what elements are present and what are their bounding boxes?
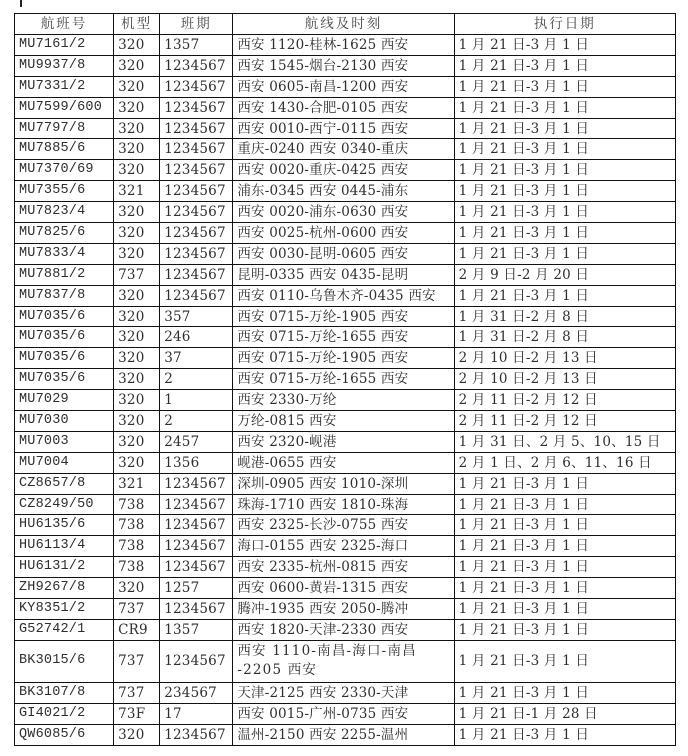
operating-days-cell: 1234567 xyxy=(160,139,233,160)
effective-period-cell: 2 月 1 日、2 月 6、11、16 日 xyxy=(454,452,675,473)
effective-period-cell: 1 月 21 日-3 月 1 日 xyxy=(454,682,675,703)
effective-period-cell: 1 月 31 日-2 月 8 日 xyxy=(454,327,675,348)
effective-period-cell: 1 月 21 日-3 月 1 日 xyxy=(454,619,675,640)
aircraft-type-cell: 320 xyxy=(114,452,160,473)
aircraft-type-cell: 320 xyxy=(114,223,160,244)
route-cell: 西安 0030-昆明-0605 西安 xyxy=(233,243,454,264)
flight-number-cell: MU7825/6 xyxy=(15,223,114,244)
flight-number-cell: G52742/1 xyxy=(15,619,114,640)
route-cell: 西安 0600-黄岩-1315 西安 xyxy=(233,578,454,599)
operating-days-cell: 1234567 xyxy=(160,181,233,202)
operating-days-cell: 357 xyxy=(160,306,233,327)
operating-days-cell: 1234567 xyxy=(160,264,233,285)
route-cell: 西安 0715-万纶-1905 西安 xyxy=(233,306,454,327)
table-row xyxy=(15,223,676,244)
operating-days-cell: 1234567 xyxy=(160,599,233,620)
flight-schedule-table xyxy=(14,13,676,746)
aircraft-type-cell: CR9 xyxy=(114,619,160,640)
effective-period-cell: 1 月 21 日-3 月 1 日 xyxy=(454,473,675,494)
route-cell: 西安 1820-天津-2330 西安 xyxy=(233,619,454,640)
effective-period-cell: 1 月 21 日-3 月 1 日 xyxy=(454,223,675,244)
aircraft-type-cell: 320 xyxy=(114,578,160,599)
table-row xyxy=(15,369,676,390)
route-cell: 深圳-0905 西安 1010-深圳 xyxy=(233,473,454,494)
table-row xyxy=(15,431,676,452)
table-body xyxy=(15,35,676,746)
operating-days-cell: 1234567 xyxy=(160,557,233,578)
flight-number-cell: MU7030 xyxy=(15,411,114,432)
header-flight-number: 航班号 xyxy=(15,14,114,35)
operating-days-cell: 1356 xyxy=(160,452,233,473)
aircraft-type-cell: 737 xyxy=(114,599,160,620)
flight-number-cell: MU7833/4 xyxy=(15,243,114,264)
flight-number-cell: ZH9267/8 xyxy=(15,578,114,599)
aircraft-type-cell: 321 xyxy=(114,473,160,494)
table-row xyxy=(15,97,676,118)
effective-period-cell: 1 月 21 日-3 月 1 日 xyxy=(454,724,675,745)
route-cell: 腾冲-1935 西安 2050-腾冲 xyxy=(233,599,454,620)
table-row xyxy=(15,599,676,620)
flight-number-cell: HU6113/4 xyxy=(15,536,114,557)
operating-days-cell: 1234567 xyxy=(160,97,233,118)
table-row xyxy=(15,285,676,306)
operating-days-cell: 17 xyxy=(160,703,233,724)
route-cell: 岘港-0655 西安 xyxy=(233,452,454,473)
route-cell: 温州-2150 西安 2255-温州 xyxy=(233,724,454,745)
flight-number-cell: MU7837/8 xyxy=(15,285,114,306)
table-row xyxy=(15,494,676,515)
table-row xyxy=(15,55,676,76)
aircraft-type-cell: 738 xyxy=(114,557,160,578)
route-cell: 西安 2325-长沙-0755 西安 xyxy=(233,515,454,536)
aircraft-type-cell: 320 xyxy=(114,431,160,452)
route-cell: 海口-0155 西安 2325-海口 xyxy=(233,536,454,557)
operating-days-cell: 1234567 xyxy=(160,640,233,682)
effective-period-cell: 2 月 11 日-2 月 12 日 xyxy=(454,411,675,432)
flight-number-cell: MU7035/6 xyxy=(15,327,114,348)
aircraft-type-cell: 320 xyxy=(114,369,160,390)
aircraft-type-cell: 320 xyxy=(114,97,160,118)
table-row xyxy=(15,390,676,411)
table-row xyxy=(15,327,676,348)
flight-number-cell: MU7331/2 xyxy=(15,76,114,97)
route-cell: 西安 1120-桂林-1625 西安 xyxy=(233,35,454,56)
flight-number-cell: MU7823/4 xyxy=(15,202,114,223)
text-cursor-mark xyxy=(20,0,22,7)
route-cell: 西安 2330-万纶 xyxy=(233,390,454,411)
table-row xyxy=(15,515,676,536)
table-row xyxy=(15,202,676,223)
aircraft-type-cell: 320 xyxy=(114,55,160,76)
route-cell: 西安 0020-重庆-0425 西安 xyxy=(233,160,454,181)
route-cell: 西安 0715-万纶-1655 西安 xyxy=(233,327,454,348)
header-route-and-times: 航线及时刻 xyxy=(233,14,454,35)
route-cell: 西安 1110-南昌-海口-南昌 -2205 西安 xyxy=(233,640,454,682)
effective-period-cell: 1 月 21 日-3 月 1 日 xyxy=(454,76,675,97)
route-cell: 万纶-0815 西安 xyxy=(233,411,454,432)
aircraft-type-cell: 320 xyxy=(114,390,160,411)
aircraft-type-cell: 320 xyxy=(114,118,160,139)
flight-number-cell: BK3015/6 xyxy=(15,640,114,682)
table-row xyxy=(15,703,676,724)
effective-period-cell: 1 月 21 日-3 月 1 日 xyxy=(454,181,675,202)
flight-number-cell: MU7881/2 xyxy=(15,264,114,285)
effective-period-cell: 1 月 21 日-3 月 1 日 xyxy=(454,578,675,599)
route-cell: 西安 2320-岘港 xyxy=(233,431,454,452)
operating-days-cell: 1357 xyxy=(160,619,233,640)
aircraft-type-cell: 320 xyxy=(114,202,160,223)
aircraft-type-cell: 73F xyxy=(114,703,160,724)
effective-period-cell: 1 月 21 日-3 月 1 日 xyxy=(454,515,675,536)
route-cell: 重庆-0240 西安 0340-重庆 xyxy=(233,139,454,160)
flight-number-cell: KY8351/2 xyxy=(15,599,114,620)
operating-days-cell: 1234567 xyxy=(160,55,233,76)
route-cell: 西安 0015-广州-0735 西安 xyxy=(233,703,454,724)
aircraft-type-cell: 320 xyxy=(114,243,160,264)
flight-number-cell: MU7035/6 xyxy=(15,369,114,390)
flight-number-cell: GI4021/2 xyxy=(15,703,114,724)
operating-days-cell: 1234567 xyxy=(160,285,233,306)
effective-period-cell: 1 月 21 日-3 月 1 日 xyxy=(454,139,675,160)
aircraft-type-cell: 738 xyxy=(114,536,160,557)
effective-period-cell: 1 月 21 日-3 月 1 日 xyxy=(454,55,675,76)
table-row xyxy=(15,243,676,264)
operating-days-cell: 1234567 xyxy=(160,118,233,139)
operating-days-cell: 1234567 xyxy=(160,76,233,97)
aircraft-type-cell: 320 xyxy=(114,285,160,306)
table-row xyxy=(15,76,676,97)
flight-number-cell: MU7370/69 xyxy=(15,160,114,181)
route-cell: 西安 0110-乌鲁木齐-0435 西安 xyxy=(233,285,454,306)
aircraft-type-cell: 738 xyxy=(114,494,160,515)
effective-period-cell: 2 月 10 日-2 月 13 日 xyxy=(454,369,675,390)
flight-number-cell: MU7003 xyxy=(15,431,114,452)
effective-period-cell: 1 月 21 日-3 月 1 日 xyxy=(454,35,675,56)
operating-days-cell: 1234567 xyxy=(160,473,233,494)
table-row xyxy=(15,411,676,432)
effective-period-cell: 1 月 21 日-3 月 1 日 xyxy=(454,160,675,181)
effective-period-cell: 1 月 21 日-3 月 1 日 xyxy=(454,285,675,306)
effective-period-cell: 1 月 21 日-3 月 1 日 xyxy=(454,243,675,264)
table-row xyxy=(15,264,676,285)
operating-days-cell: 1234567 xyxy=(160,724,233,745)
effective-period-cell: 1 月 21 日-3 月 1 日 xyxy=(454,494,675,515)
aircraft-type-cell: 320 xyxy=(114,348,160,369)
flight-number-cell: MU7035/6 xyxy=(15,348,114,369)
aircraft-type-cell: 320 xyxy=(114,724,160,745)
effective-period-cell: 1 月 31 日-2 月 8 日 xyxy=(454,306,675,327)
route-cell: 西安 0010-西宁-0115 西安 xyxy=(233,118,454,139)
route-cell: 西安 0025-杭州-0600 西安 xyxy=(233,223,454,244)
table-row xyxy=(15,640,676,682)
table-row xyxy=(15,452,676,473)
route-cell: 珠海-1710 西安 1810-珠海 xyxy=(233,494,454,515)
operating-days-cell: 1234567 xyxy=(160,243,233,264)
operating-days-cell: 234567 xyxy=(160,682,233,703)
route-cell: 西安 0605-南昌-1200 西安 xyxy=(233,76,454,97)
aircraft-type-cell: 737 xyxy=(114,682,160,703)
effective-period-cell: 1 月 21 日-3 月 1 日 xyxy=(454,536,675,557)
aircraft-type-cell: 320 xyxy=(114,411,160,432)
effective-period-cell: 1 月 21 日-3 月 1 日 xyxy=(454,557,675,578)
aircraft-type-cell: 737 xyxy=(114,264,160,285)
operating-days-cell: 1 xyxy=(160,390,233,411)
aircraft-type-cell: 321 xyxy=(114,181,160,202)
table-row xyxy=(15,35,676,56)
operating-days-cell: 1234567 xyxy=(160,202,233,223)
table-row xyxy=(15,724,676,745)
effective-period-cell: 2 月 11 日-2 月 12 日 xyxy=(454,390,675,411)
aircraft-type-cell: 320 xyxy=(114,76,160,97)
table-row xyxy=(15,578,676,599)
table-row xyxy=(15,306,676,327)
route-cell: 浦东-0345 西安 0445-浦东 xyxy=(233,181,454,202)
route-cell: 西安 0715-万纶-1655 西安 xyxy=(233,369,454,390)
flight-number-cell: BK3107/8 xyxy=(15,682,114,703)
operating-days-cell: 1234567 xyxy=(160,223,233,244)
flight-number-cell: CZ8249/50 xyxy=(15,494,114,515)
effective-period-cell: 2 月 10 日-2 月 13 日 xyxy=(454,348,675,369)
table-row xyxy=(15,619,676,640)
operating-days-cell: 1234567 xyxy=(160,494,233,515)
effective-period-cell: 2 月 9 日-2 月 20 日 xyxy=(454,264,675,285)
operating-days-cell: 1357 xyxy=(160,35,233,56)
effective-period-cell: 1 月 21 日-3 月 1 日 xyxy=(454,599,675,620)
route-cell: 西安 0020-浦东-0630 西安 xyxy=(233,202,454,223)
flight-number-cell: MU7029 xyxy=(15,390,114,411)
flight-number-cell: MU7035/6 xyxy=(15,306,114,327)
table-row xyxy=(15,160,676,181)
flight-number-cell: HU6131/2 xyxy=(15,557,114,578)
aircraft-type-cell: 737 xyxy=(114,640,160,682)
aircraft-type-cell: 738 xyxy=(114,515,160,536)
aircraft-type-cell: 320 xyxy=(114,160,160,181)
header-aircraft-type: 机型 xyxy=(114,14,160,35)
table-row xyxy=(15,181,676,202)
effective-period-cell: 1 月 21 日-3 月 1 日 xyxy=(454,97,675,118)
flight-number-cell: MU9937/8 xyxy=(15,55,114,76)
operating-days-cell: 1234567 xyxy=(160,536,233,557)
operating-days-cell: 1257 xyxy=(160,578,233,599)
route-cell: 西安 1430-合肥-0105 西安 xyxy=(233,97,454,118)
route-cell: 西安 2335-杭州-0815 西安 xyxy=(233,557,454,578)
table-row xyxy=(15,682,676,703)
operating-days-cell: 37 xyxy=(160,348,233,369)
effective-period-cell: 1 月 21 日-1 月 28 日 xyxy=(454,703,675,724)
effective-period-cell: 1 月 21 日-3 月 1 日 xyxy=(454,202,675,223)
flight-number-cell: MU7797/8 xyxy=(15,118,114,139)
flight-number-cell: MU7161/2 xyxy=(15,35,114,56)
operating-days-cell: 1234567 xyxy=(160,160,233,181)
table-row xyxy=(15,536,676,557)
aircraft-type-cell: 320 xyxy=(114,139,160,160)
header-row xyxy=(15,14,676,35)
table-row xyxy=(15,118,676,139)
operating-days-cell: 2 xyxy=(160,411,233,432)
flight-number-cell: QW6085/6 xyxy=(15,724,114,745)
route-cell: 昆明-0335 西安 0435-昆明 xyxy=(233,264,454,285)
aircraft-type-cell: 320 xyxy=(114,35,160,56)
flight-number-cell: CZ8657/8 xyxy=(15,473,114,494)
flight-number-cell: MU7004 xyxy=(15,452,114,473)
table-row xyxy=(15,348,676,369)
flight-number-cell: MU7885/6 xyxy=(15,139,114,160)
aircraft-type-cell: 320 xyxy=(114,327,160,348)
flight-number-cell: HU6135/6 xyxy=(15,515,114,536)
table-row xyxy=(15,557,676,578)
operating-days-cell: 2 xyxy=(160,369,233,390)
route-cell: 西安 1545-烟台-2130 西安 xyxy=(233,55,454,76)
aircraft-type-cell: 320 xyxy=(114,306,160,327)
header-effective-period: 执行日期 xyxy=(454,14,675,35)
flight-number-cell: MU7355/6 xyxy=(15,181,114,202)
operating-days-cell: 246 xyxy=(160,327,233,348)
table-row xyxy=(15,473,676,494)
flight-number-cell: MU7599/600 xyxy=(15,97,114,118)
header-operating-days: 班期 xyxy=(160,14,233,35)
effective-period-cell: 1 月 31 日、2 月 5、10、15 日 xyxy=(454,431,675,452)
table-row xyxy=(15,139,676,160)
operating-days-cell: 2457 xyxy=(160,431,233,452)
effective-period-cell: 1 月 21 日-3 月 1 日 xyxy=(454,640,675,682)
operating-days-cell: 1234567 xyxy=(160,515,233,536)
route-cell: 西安 0715-万纶-1905 西安 xyxy=(233,348,454,369)
route-cell: 天津-2125 西安 2330-天津 xyxy=(233,682,454,703)
effective-period-cell: 1 月 21 日-3 月 1 日 xyxy=(454,118,675,139)
